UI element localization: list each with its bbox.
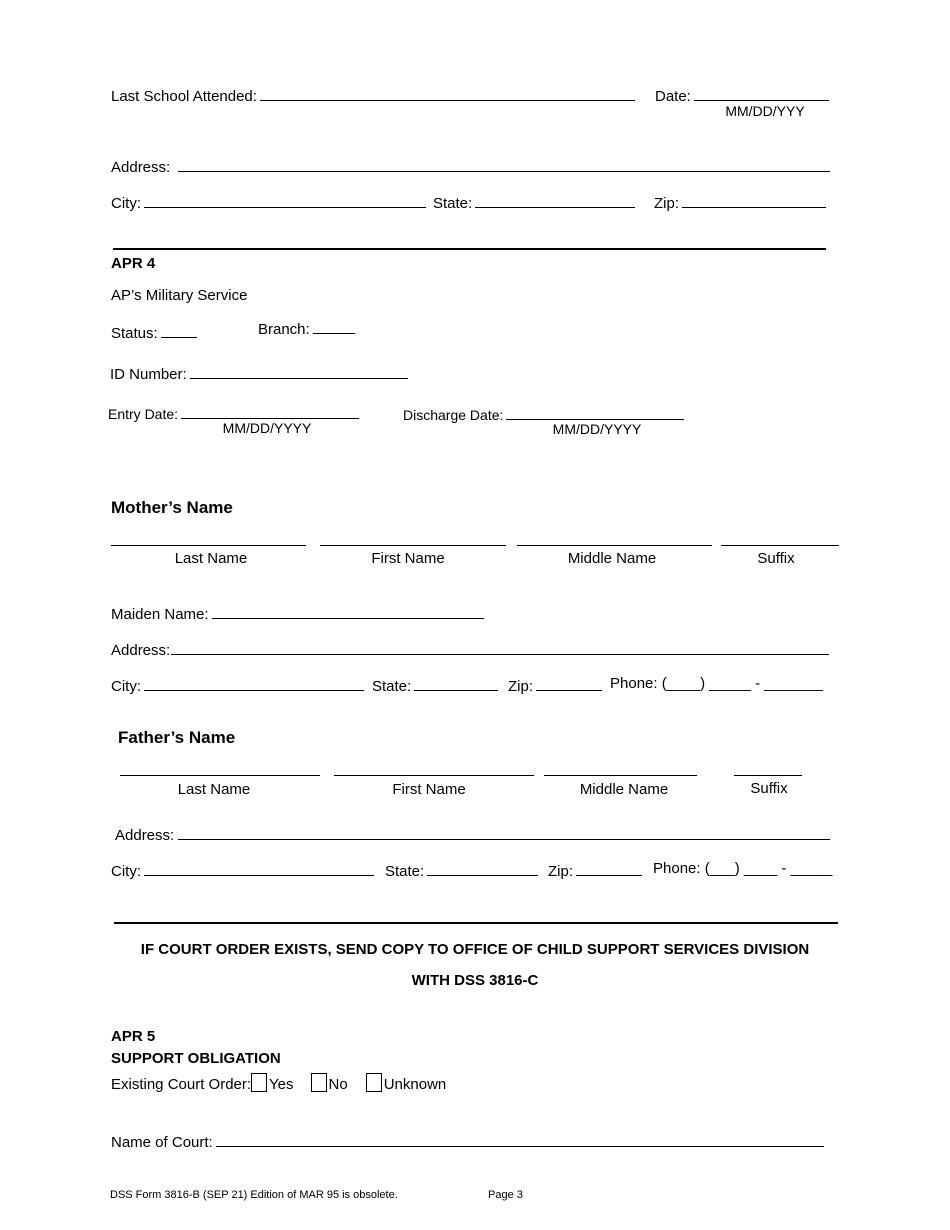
school-zip-label: Zip: (654, 195, 680, 212)
father-last-input[interactable] (120, 775, 320, 776)
father-state-field (385, 861, 538, 879)
father-city-input[interactable] (144, 861, 374, 876)
maiden-name-field (111, 604, 484, 622)
apr5-heading: APR 5 (111, 1028, 156, 1045)
mother-zip-field (508, 676, 602, 694)
mother-last-input[interactable] (111, 545, 306, 546)
school-city-field (111, 193, 426, 211)
school-date-format: MM/DD/YYY (725, 103, 805, 119)
father-middle-input[interactable] (544, 775, 697, 776)
court-name-input[interactable] (216, 1132, 824, 1147)
mother-middle-input[interactable] (517, 545, 712, 546)
school-state-input[interactable] (475, 193, 635, 208)
mother-suffix-caption: Suffix (757, 550, 795, 567)
mother-city-label: City: (111, 678, 141, 695)
father-first-input[interactable] (334, 775, 534, 776)
court-name-label: Name of Court: (111, 1134, 213, 1151)
entry-date-label: Entry Date: (108, 406, 179, 422)
father-middle-caption: Middle Name (579, 781, 669, 798)
father-heading: Father’s Name (118, 728, 236, 747)
mother-phone-field[interactable]: Phone: (____) _____ - _______ (610, 675, 823, 692)
status-input[interactable] (161, 323, 197, 338)
father-suffix-caption: Suffix (750, 780, 788, 797)
entry-date-input[interactable] (181, 404, 359, 419)
entry-date-field (108, 404, 359, 421)
mother-state-field (372, 676, 498, 694)
father-city-field (111, 861, 374, 879)
discharge-date-format: MM/DD/YYYY (552, 421, 642, 437)
mother-address-field (111, 640, 829, 658)
page-number: Page 3 (488, 1189, 523, 1201)
discharge-date-label: Discharge Date: (403, 407, 504, 423)
id-number-input[interactable] (190, 364, 408, 379)
existing-court-order-label: Existing Court Order: (111, 1076, 252, 1093)
unknown-label: Unknown (383, 1076, 447, 1093)
support-obligation-heading: SUPPORT OBLIGATION (111, 1050, 281, 1067)
father-zip-input[interactable] (576, 861, 642, 876)
unknown-checkbox[interactable] (366, 1073, 382, 1092)
branch-input[interactable] (313, 319, 355, 334)
mother-address-input[interactable] (171, 640, 829, 655)
discharge-date-field (403, 405, 684, 422)
father-zip-label: Zip: (548, 863, 574, 880)
court-order-notice-line2: WITH DSS 3816-C (411, 972, 539, 989)
school-city-input[interactable] (144, 193, 426, 208)
father-state-input[interactable] (427, 861, 538, 876)
father-suffix-input[interactable] (734, 775, 802, 776)
section-divider (113, 248, 826, 250)
form-id: DSS Form 3816-B (SEP 21) Edition of MAR 95 is obsolete. (110, 1189, 398, 1201)
father-address-label: Address: (115, 827, 175, 844)
yes-checkbox[interactable] (251, 1073, 267, 1092)
yes-label: Yes (269, 1076, 294, 1093)
no-label: No (328, 1076, 348, 1093)
school-zip-field (654, 193, 826, 211)
school-address-field (111, 157, 830, 175)
mother-middle-caption: Middle Name (567, 550, 657, 567)
mother-last-caption: Last Name (174, 550, 248, 567)
maiden-name-input[interactable] (212, 604, 484, 619)
id-number-label: ID Number: (110, 366, 187, 383)
father-zip-field (548, 861, 642, 879)
father-first-caption: First Name (392, 781, 466, 798)
school-city-label: City: (111, 195, 141, 212)
court-order-notice-line1: IF COURT ORDER EXISTS, SEND COPY TO OFFICE OF CHILD SUPPORT SERVICES DIVISION (140, 941, 810, 958)
mother-first-input[interactable] (320, 545, 506, 546)
mother-state-input[interactable] (414, 676, 498, 691)
maiden-name-label: Maiden Name: (111, 606, 209, 623)
mother-zip-input[interactable] (536, 676, 602, 691)
last-school-label: Last School Attended: (111, 88, 257, 105)
school-address-input[interactable] (178, 157, 830, 172)
school-state-field (433, 193, 635, 211)
existing-court-order-row (111, 1073, 446, 1092)
mother-first-caption: First Name (371, 550, 445, 567)
father-address-input[interactable] (178, 825, 830, 840)
last-school-input[interactable] (260, 86, 635, 101)
status-label: Status: (111, 325, 158, 342)
father-phone-field[interactable]: Phone: (___) ____ - _____ (653, 860, 833, 877)
status-field (111, 323, 197, 341)
mother-city-field (111, 676, 364, 694)
entry-date-format: MM/DD/YYYY (222, 420, 312, 436)
mother-address-label: Address: (111, 642, 171, 659)
id-number-field (110, 364, 408, 382)
father-city-label: City: (111, 863, 141, 880)
branch-label: Branch: (258, 321, 310, 338)
last-school-field (111, 86, 635, 104)
military-service-title: AP’s Military Service (111, 287, 248, 304)
father-last-caption: Last Name (177, 781, 251, 798)
school-date-field (655, 86, 829, 104)
mother-city-input[interactable] (144, 676, 364, 691)
no-checkbox[interactable] (311, 1073, 327, 1092)
discharge-date-input[interactable] (506, 405, 684, 420)
school-zip-input[interactable] (682, 193, 826, 208)
school-state-label: State: (433, 195, 473, 212)
mother-suffix-input[interactable] (721, 545, 839, 546)
father-address-field (115, 825, 830, 843)
branch-field (258, 319, 355, 337)
apr4-heading: APR 4 (111, 255, 156, 272)
school-address-label: Address: (111, 159, 171, 176)
notice-divider (114, 922, 838, 924)
mother-state-label: State: (372, 678, 412, 695)
school-date-label: Date: (655, 88, 691, 105)
mother-zip-label: Zip: (508, 678, 534, 695)
father-state-label: State: (385, 863, 425, 880)
school-date-input[interactable] (694, 86, 829, 101)
mother-heading: Mother’s Name (111, 498, 233, 517)
court-name-field (111, 1132, 824, 1150)
